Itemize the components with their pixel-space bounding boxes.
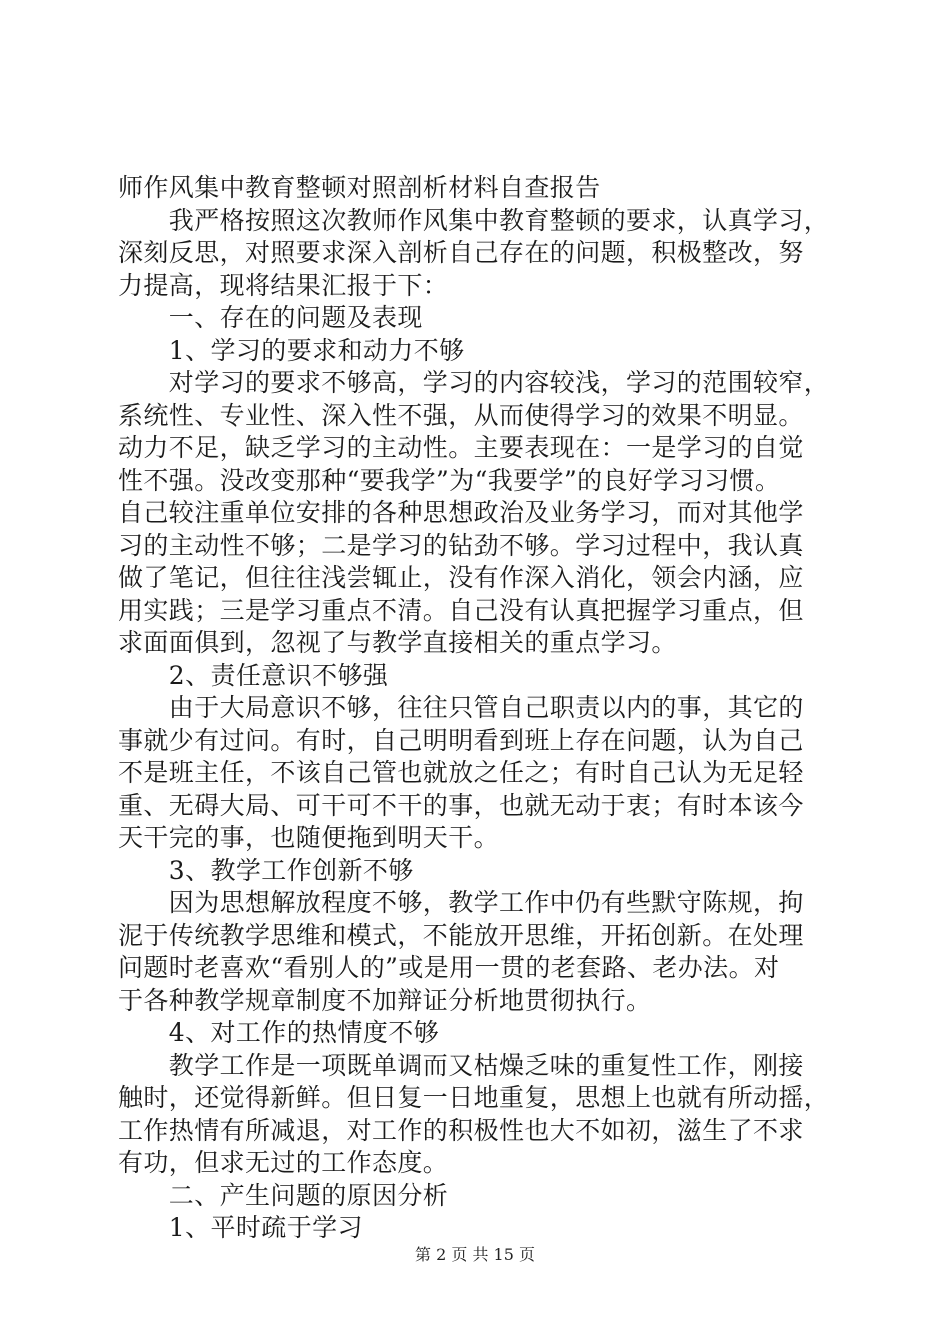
body-text-line: 4、对工作的热情度不够 [118, 1018, 440, 1047]
body-text-line: 二、产生问题的原因分析 [118, 1180, 449, 1210]
body-text-line: 于各种教学规章制度不加辩证分析地贯彻执行。 [118, 985, 652, 1015]
body-text-line: 做了笔记，但往往浅尝辄止，没有作深入消化，领会内涵，应 [118, 563, 804, 592]
body-text-line: 1、学习的要求和动力不够 [118, 335, 465, 365]
body-text-line: 一、存在的问题及表现 [118, 303, 423, 332]
body-text-line: 习的主动性不够；二是学习的钻劲不够。学习过程中，我认真 [118, 530, 804, 560]
body-text-line: 深刻反思，对照要求深入剖析自己存在的问题，积极整改，努 [118, 238, 804, 267]
body-text-line: 用实践；三是学习重点不清。自己没有认真把握学习重点，但 [118, 595, 804, 625]
body-text-line: 重、无碍大局、可干可不干的事，也就无动于衷；有时本该今 [118, 790, 804, 820]
body-text-line: 由于大局意识不够，往往只管自己职责以内的事，其它的 [118, 693, 804, 722]
document-title-line: 师作风集中教育整顿对照剖析材料自查报告 [118, 173, 601, 202]
body-text-line: 我严格按照这次教师作风集中教育整顿的要求，认真学习， [118, 205, 830, 235]
body-text-line: 对学习的要求不够高，学习的内容较浅，学习的范围较窄， [118, 368, 830, 397]
body-text-line: 求面面俱到，忽视了与教学直接相关的重点学习。 [118, 628, 677, 657]
page-footer: 第 2 页 共 15 页 [415, 1245, 535, 1264]
body-text-line: 天干完的事，也随便拖到明天干。 [118, 823, 500, 852]
body-text-line: 泥于传统教学思维和模式，不能放开思维，开拓创新。在处理 [118, 920, 804, 950]
body-text-line: 工作热情有所减退，对工作的积极性也大不如初，滋生了不求 [118, 1115, 804, 1145]
body-text-line: 触时，还觉得新鲜。但日复一日地重复，思想上也就有所动摇， [118, 1083, 830, 1112]
body-text-line: 不是班主任，不该自己管也就放之任之；有时自己认为无足轻 [118, 758, 804, 787]
body-text-line: 有功，但求无过的工作态度。 [118, 1148, 449, 1177]
body-text-line: 1、平时疏于学习 [118, 1213, 363, 1242]
body-text-line: 自己较注重单位安排的各种思想政治及业务学习，而对其他学 [118, 498, 804, 527]
document-body [118, 172, 838, 1245]
body-text-line: 2、责任意识不够强 [118, 660, 389, 690]
body-text-line: 3、教学工作创新不够 [118, 855, 414, 885]
body-text-line: 系统性、专业性、深入性不强，从而使得学习的效果不明显。 [118, 400, 804, 430]
body-text-line: 因为思想解放程度不够，教学工作中仍有些默守陈规，拘 [118, 888, 804, 917]
body-text-line: 问题时老喜欢“看别人的”或是用一贯的老套路、老办法。对 [118, 953, 780, 982]
body-text-line: 力提高，现将结果汇报于下： [118, 270, 449, 300]
body-text-line: 动力不足，缺乏学习的主动性。主要表现在：一是学习的自觉 [118, 433, 804, 462]
body-text-line: 事就少有过问。有时，自己明明看到班上存在问题，认为自己 [118, 725, 804, 755]
body-text-line: 性不强。没改变那种“要我学”为“我要学”的良好学习习惯。 [118, 465, 781, 495]
body-text-line: 教学工作是一项既单调而又枯燥乏味的重复性工作，刚接 [118, 1050, 804, 1080]
